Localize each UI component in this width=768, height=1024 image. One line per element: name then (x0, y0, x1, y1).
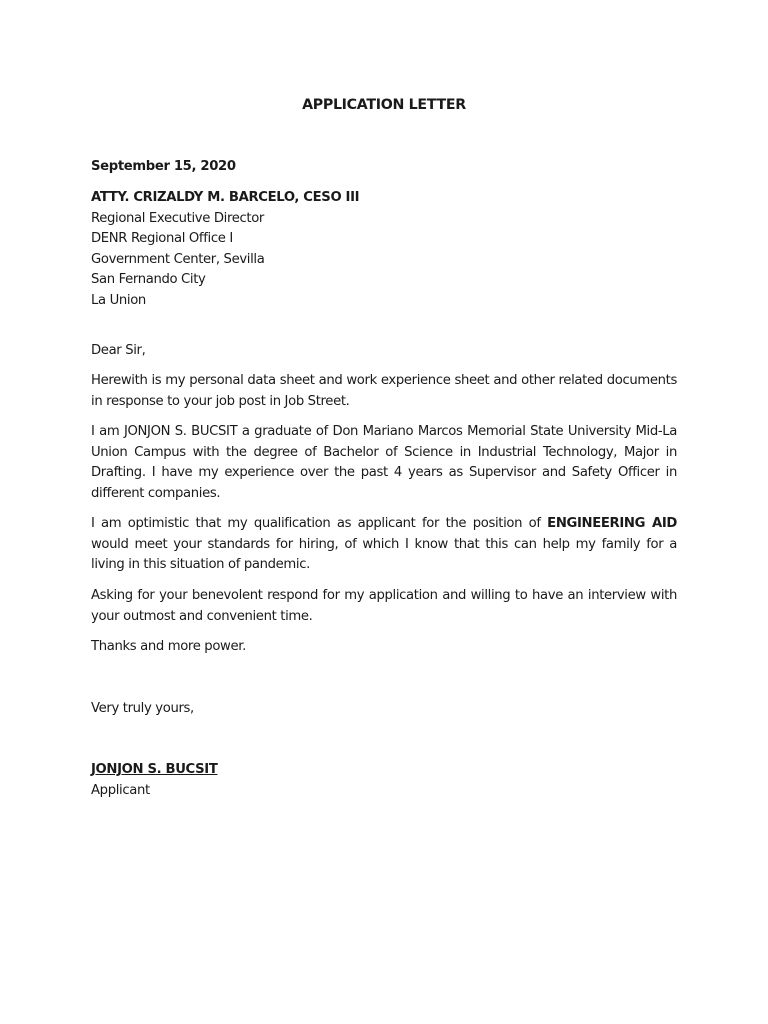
paragraph-thanks: Thanks and more power. (91, 639, 246, 654)
salutation: Dear Sir, (91, 343, 146, 358)
signature-role: Applicant (91, 782, 150, 798)
recipient-office: DENR Regional Office I (91, 231, 233, 247)
recipient-title: Regional Executive Director (91, 210, 265, 226)
position-text-after: would meet your standards for hiring, of which I know that this can help my family for a living in this situation of pandemic. (91, 536, 677, 573)
position-title: ENGINEERING AID (547, 516, 677, 531)
paragraph-position (91, 514, 677, 576)
paragraph-documents: Herewith is my personal data sheet and work experience sheet and other related documents in response to your job post in Job Street. (91, 373, 677, 409)
paragraph-background: I am JONJON S. BUCSIT a graduate of Don Mariano Marcos Memorial State University Mid-La Union Campus with the degree of Bachelor of Science in Industrial Technology, Major in Drafting. I have my experience over the past 4 years as Supervisor and Safety Officer in different companies. (91, 424, 677, 501)
recipient-name: ATTY. CRIZALDY M. BARCELO, CESO III (91, 190, 360, 205)
recipient-block (91, 188, 677, 312)
signature-block (91, 760, 677, 801)
recipient-street: Government Center, Sevilla (91, 251, 265, 267)
paragraph-interview: Asking for your benevolent respond for my application and willing to have an interview with your outmost and convenient time. (91, 588, 677, 624)
recipient-province: La Union (91, 292, 146, 308)
letter-date: September 15, 2020 (91, 159, 236, 174)
recipient-city: San Fernando City (91, 272, 206, 288)
letter-title: APPLICATION LETTER (302, 97, 466, 113)
signature-name: JONJON S. BUCSIT (91, 762, 218, 777)
closing: Very truly yours, (91, 701, 194, 716)
letter-page (91, 0, 677, 1024)
position-text-before: I am optimistic that my qualification as applicant for the position of (91, 516, 548, 531)
